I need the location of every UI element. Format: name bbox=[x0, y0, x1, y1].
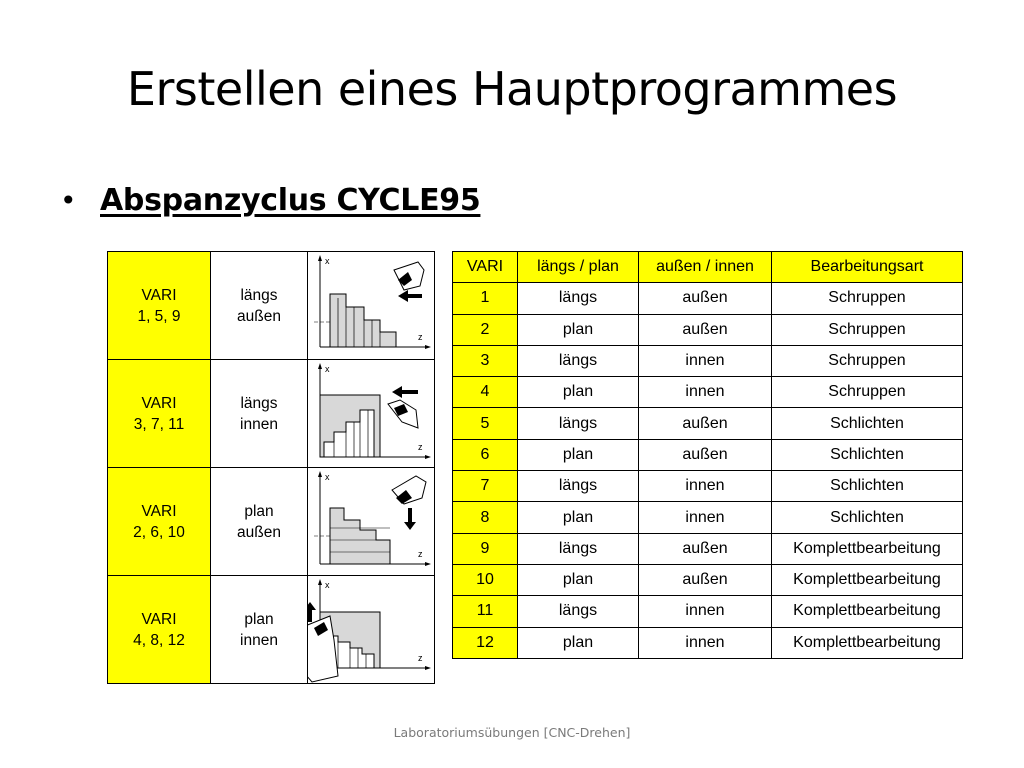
table-cell: 7 bbox=[453, 471, 518, 502]
table-cell: Komplettbearbeitung bbox=[772, 533, 963, 564]
turning-sketch-icon bbox=[308, 252, 434, 359]
table-row bbox=[453, 533, 963, 564]
table-cell: längs bbox=[518, 283, 639, 314]
table-cell: längs bbox=[518, 533, 639, 564]
table-cell: außen bbox=[639, 314, 772, 345]
table-cell: plan bbox=[518, 564, 639, 595]
table-cell: 10 bbox=[453, 564, 518, 595]
figure-row bbox=[108, 360, 435, 468]
table-cell: innen bbox=[639, 502, 772, 533]
table-cell: längs bbox=[518, 471, 639, 502]
table-cell: Schruppen bbox=[772, 345, 963, 376]
table-cell: Komplettbearbeitung bbox=[772, 627, 963, 658]
table-cell: Schruppen bbox=[772, 314, 963, 345]
table-cell: 4 bbox=[453, 377, 518, 408]
bullet-item bbox=[60, 183, 480, 218]
svg-text:x: x bbox=[325, 472, 330, 482]
table-cell: Schruppen bbox=[772, 377, 963, 408]
variant-figure bbox=[107, 251, 435, 684]
table-cell: 1 bbox=[453, 283, 518, 314]
figure-vari-cell: VARI 3, 7, 11 bbox=[108, 360, 211, 468]
figure-desc-cell: längs außen bbox=[211, 252, 308, 360]
table-row bbox=[453, 471, 963, 502]
column-header: außen / innen bbox=[639, 252, 772, 283]
vari-table bbox=[452, 251, 963, 659]
column-header: Bearbeitungsart bbox=[772, 252, 963, 283]
table-cell: Komplettbearbeitung bbox=[772, 564, 963, 595]
table-cell: Schlichten bbox=[772, 408, 963, 439]
figure-desc-cell: plan innen bbox=[211, 576, 308, 684]
figure-sketch-cell bbox=[308, 252, 435, 360]
table-header-row bbox=[453, 252, 963, 283]
svg-text:z: z bbox=[418, 549, 423, 559]
turning-sketch-icon bbox=[308, 576, 434, 683]
table-cell: außen bbox=[639, 439, 772, 470]
table-cell: außen bbox=[639, 283, 772, 314]
table-row bbox=[453, 502, 963, 533]
figure-desc-cell: plan außen bbox=[211, 468, 308, 576]
svg-text:x: x bbox=[325, 580, 330, 590]
bullet-icon: • bbox=[60, 184, 77, 217]
table-cell: 9 bbox=[453, 533, 518, 564]
table-cell: 5 bbox=[453, 408, 518, 439]
table-cell: 12 bbox=[453, 627, 518, 658]
figure-sketch-cell bbox=[308, 468, 435, 576]
table-cell: plan bbox=[518, 502, 639, 533]
figure-row bbox=[108, 468, 435, 576]
table-cell: innen bbox=[639, 627, 772, 658]
footer-text: Laboratoriumsübungen [CNC-Drehen] bbox=[393, 725, 631, 740]
table-cell: längs bbox=[518, 596, 639, 627]
table-cell: 11 bbox=[453, 596, 518, 627]
turning-sketch-icon bbox=[308, 360, 434, 467]
table-cell: innen bbox=[639, 471, 772, 502]
table-row bbox=[453, 345, 963, 376]
figure-row bbox=[108, 576, 435, 684]
table-cell: 3 bbox=[453, 345, 518, 376]
svg-text:z: z bbox=[418, 442, 423, 452]
svg-text:x: x bbox=[325, 256, 330, 266]
figure-sketch-cell bbox=[308, 360, 435, 468]
table-cell: plan bbox=[518, 314, 639, 345]
table-cell: 2 bbox=[453, 314, 518, 345]
figure-desc-cell: längs innen bbox=[211, 360, 308, 468]
table-cell: plan bbox=[518, 377, 639, 408]
table-cell: 6 bbox=[453, 439, 518, 470]
table-row bbox=[453, 439, 963, 470]
table-cell: plan bbox=[518, 439, 639, 470]
column-header: VARI bbox=[453, 252, 518, 283]
table-cell: innen bbox=[639, 377, 772, 408]
slide-title: Erstellen eines Hauptprogrammes bbox=[126, 62, 898, 116]
table-cell: außen bbox=[639, 533, 772, 564]
figure-vari-cell: VARI 2, 6, 10 bbox=[108, 468, 211, 576]
table-cell: Schlichten bbox=[772, 502, 963, 533]
table-cell: Schruppen bbox=[772, 283, 963, 314]
table-cell: außen bbox=[639, 564, 772, 595]
column-header: längs / plan bbox=[518, 252, 639, 283]
table-cell: 8 bbox=[453, 502, 518, 533]
figure-row bbox=[108, 252, 435, 360]
table-cell: innen bbox=[639, 596, 772, 627]
table-cell: innen bbox=[639, 345, 772, 376]
table-cell: außen bbox=[639, 408, 772, 439]
svg-text:z: z bbox=[418, 332, 423, 342]
figure-sketch-cell bbox=[308, 576, 435, 684]
table-cell: Schlichten bbox=[772, 439, 963, 470]
turning-sketch-icon bbox=[308, 468, 434, 575]
table-row bbox=[453, 408, 963, 439]
table-cell: Komplettbearbeitung bbox=[772, 596, 963, 627]
figure-vari-cell: VARI 1, 5, 9 bbox=[108, 252, 211, 360]
svg-text:x: x bbox=[325, 364, 330, 374]
table-row bbox=[453, 283, 963, 314]
figure-vari-cell: VARI 4, 8, 12 bbox=[108, 576, 211, 684]
table-cell: längs bbox=[518, 345, 639, 376]
table-row bbox=[453, 564, 963, 595]
bullet-heading: Abspanzyclus CYCLE95 bbox=[100, 183, 481, 218]
table-row bbox=[453, 377, 963, 408]
table-row bbox=[453, 627, 963, 658]
table-row bbox=[453, 314, 963, 345]
table-cell: längs bbox=[518, 408, 639, 439]
table-row bbox=[453, 596, 963, 627]
table-cell: plan bbox=[518, 627, 639, 658]
table-cell: Schlichten bbox=[772, 471, 963, 502]
svg-text:z: z bbox=[418, 653, 423, 663]
